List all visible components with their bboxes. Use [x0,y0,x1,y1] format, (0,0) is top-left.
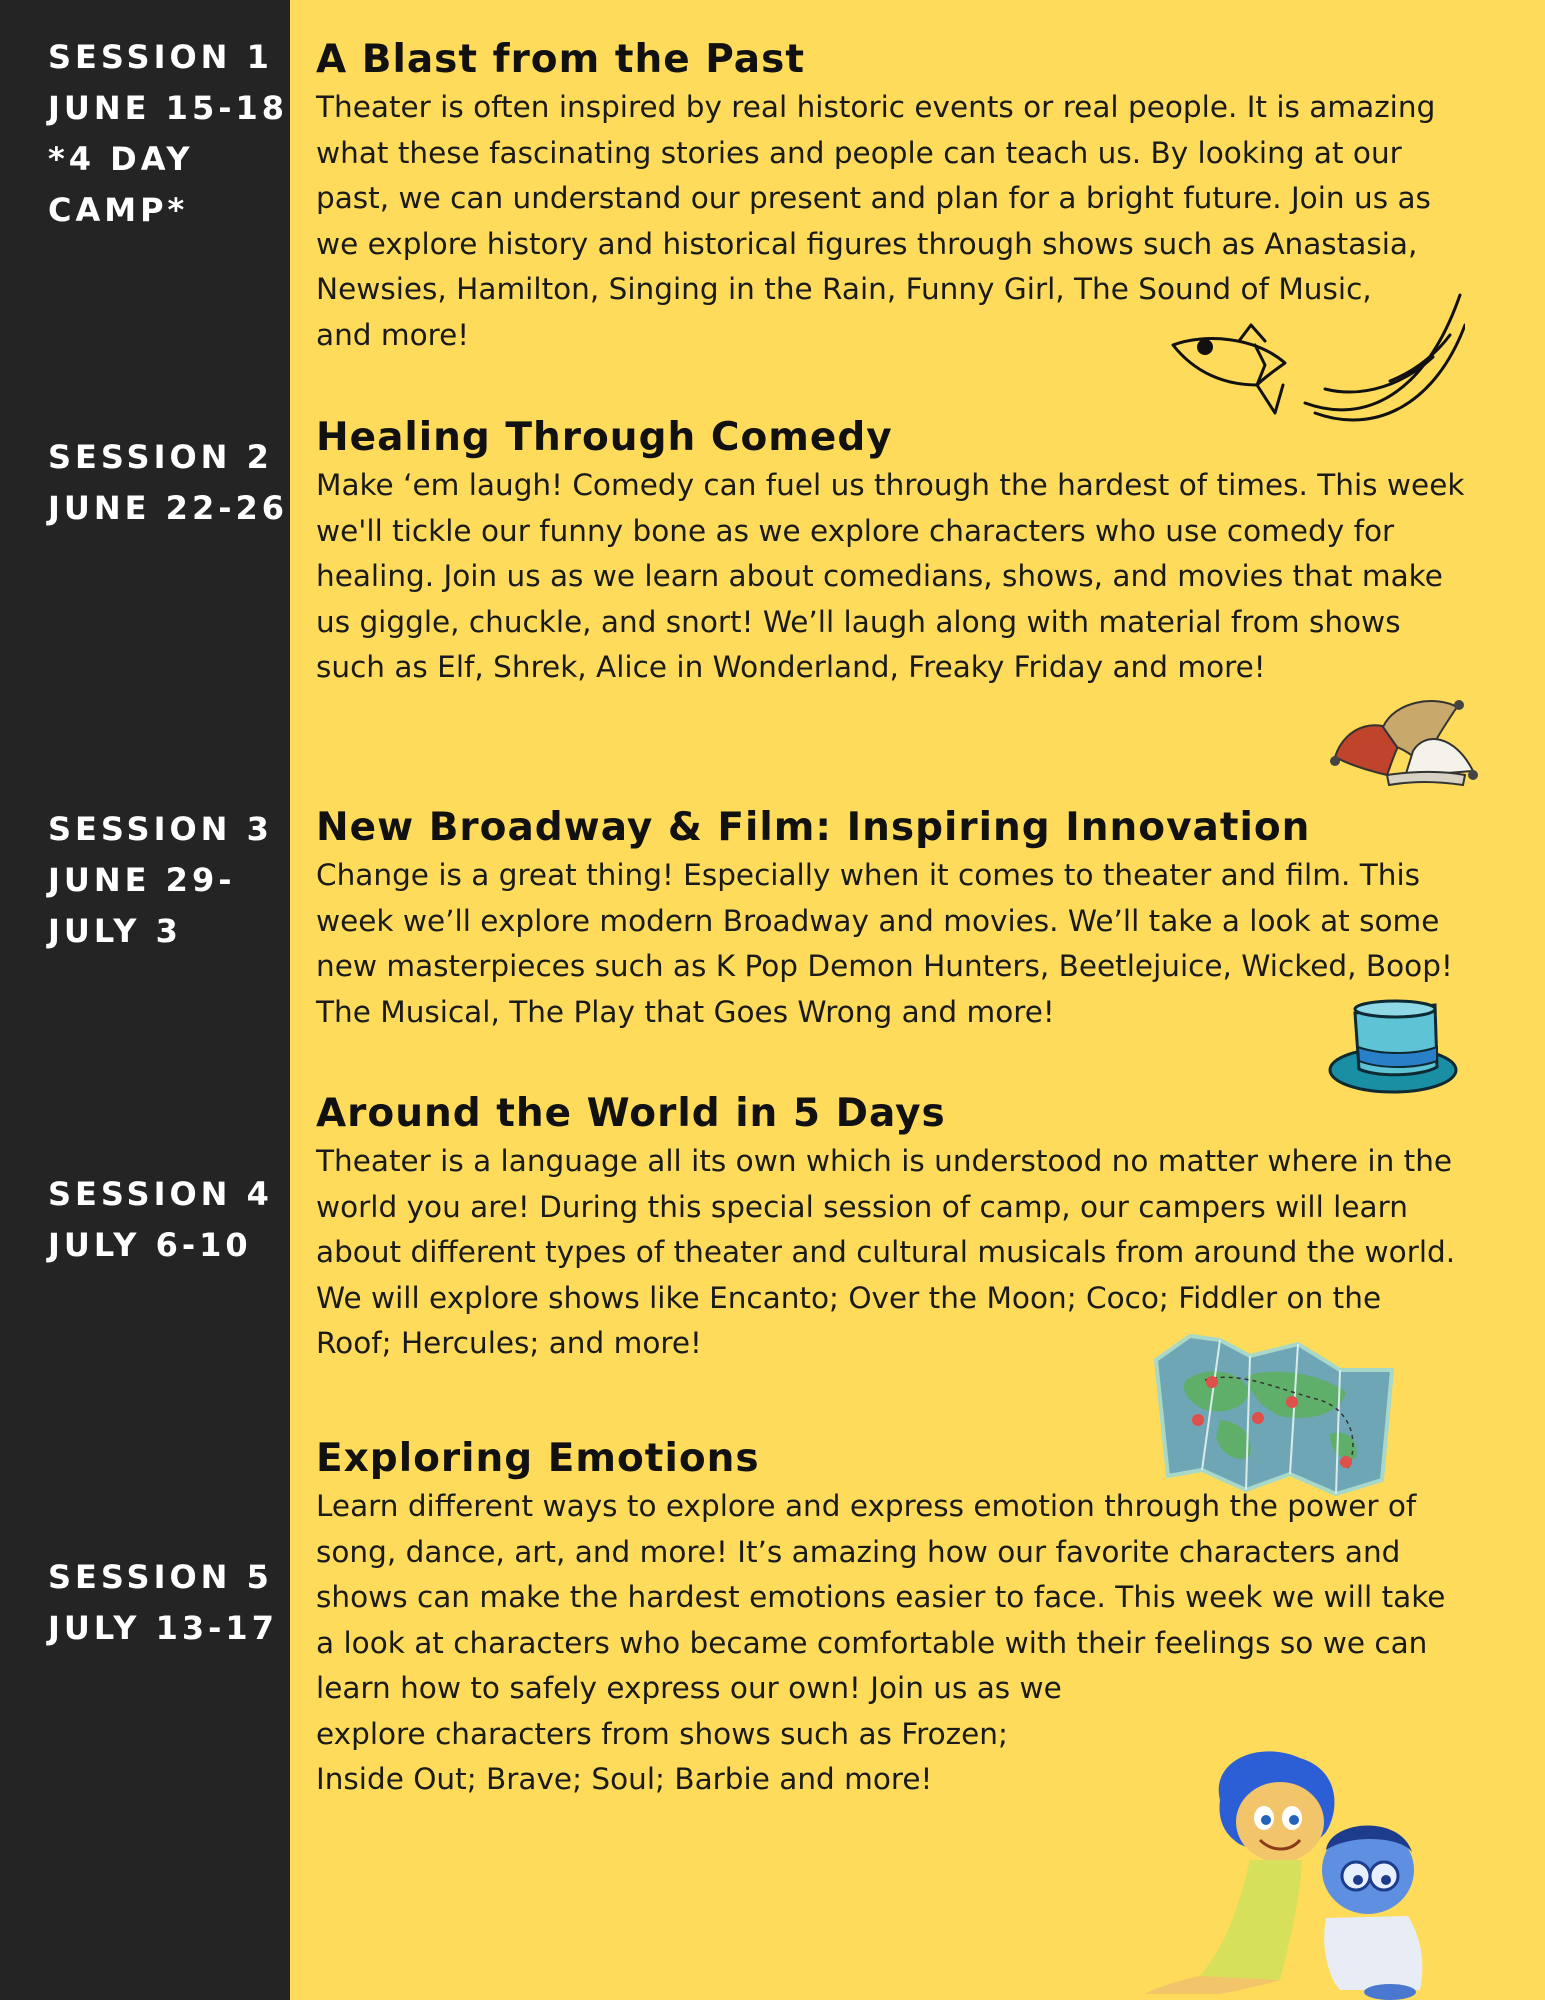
session-2-date: JUNE 22-26 [48,489,289,527]
jester-hat-icon [1325,695,1480,795]
session-4-number: SESSION 4 [48,1175,273,1213]
session-2-number: SESSION 2 [48,438,273,476]
session-3-number: SESSION 3 [48,810,273,848]
session-4-title: Around the World in 5 Days [316,1091,946,1136]
session-4-section [316,1089,1516,1367]
session-4-dates [48,1169,273,1271]
emotion-characters-icon [1130,1740,1450,2000]
session-3-date-start: JUNE 29- [48,861,236,899]
session-1-dates [48,32,288,236]
top-hat-icon [1325,995,1460,1100]
world-map-icon [1150,1330,1400,1500]
session-1-date: JUNE 15-18 [48,89,289,127]
session-1-note-line1: *4 DAY [48,140,194,178]
session-1-title: A Blast from the Past [316,37,805,82]
session-2-description: Make ‘em laugh! Comedy can fuel us through the hardest of times. This week we'll tickle our funny bone as we explore characters who use comedy for healing. Join us as we learn about comedians, shows, and movies that make us giggle, chuckle, and snort! We’ll laugh along with material from shows such as Elf, Shrek, Alice in Wonderland, Freaky Friday and more! [316,468,1465,684]
session-4-date: JULY 6-10 [48,1226,252,1264]
session-3-title: New Broadway & Film: Inspiring Innovation [316,805,1311,850]
session-3-date-end: JULY 3 [48,912,182,950]
session-2-title: Healing Through Comedy [316,415,893,460]
session-sidebar [0,0,290,2000]
session-1-note-line2: CAMP* [48,191,189,229]
session-2-dates [48,432,288,534]
session-1-number: SESSION 1 [48,38,273,76]
session-5-dates [48,1552,278,1654]
rocket-icon [1165,285,1465,445]
session-5-title: Exploring Emotions [316,1436,760,1481]
session-3-description: Change is a great thing! Especially when it comes to theater and film. This week we’ll explore modern Broadway and movies. We’ll take a look at some new masterpieces such as K Pop Demon Hunters, Beetlejuice, Wicked, Boop! The Musical, The Play that Goes Wrong and more! [316,858,1453,1029]
session-5-number: SESSION 5 [48,1558,273,1596]
session-3-dates [48,804,273,957]
session-2-section [316,413,1516,691]
session-1-description: Theater is often inspired by real historic events or real people. It is amazing what these fascinating stories and people can teach us. By looking at our past, we can understand our present and plan for a bright future. Join us as we explore history and historical figures through shows such as Anastasia, Newsies, Hamilton, Singing in the Rain, Funny Girl, The Sound of Music, and more! [316,90,1436,352]
session-5-date: JULY 13-17 [48,1609,278,1647]
session-4-description: Theater is a language all its own which is understood no matter where in the world you are! During this special session of camp, our campers will learn about different types of theater and cultural musicals from around the world. We will explore shows like Encanto; Over the Moon; Coco; Fiddler on the Roof; Hercules; and more! [316,1144,1456,1360]
session-5-description: Learn different ways to explore and express emotion through the power of song, dance, art, and more! It’s amazing how our favorite characters and shows can make the hardest emotions easier to face. This week we will take a look at characters who became comfortable with their feelings so we can learn how to safely express our own! Join us as we explore characters from shows such as Frozen; Inside Out; Brave; Soul; Barbie and more! [316,1489,1446,1796]
